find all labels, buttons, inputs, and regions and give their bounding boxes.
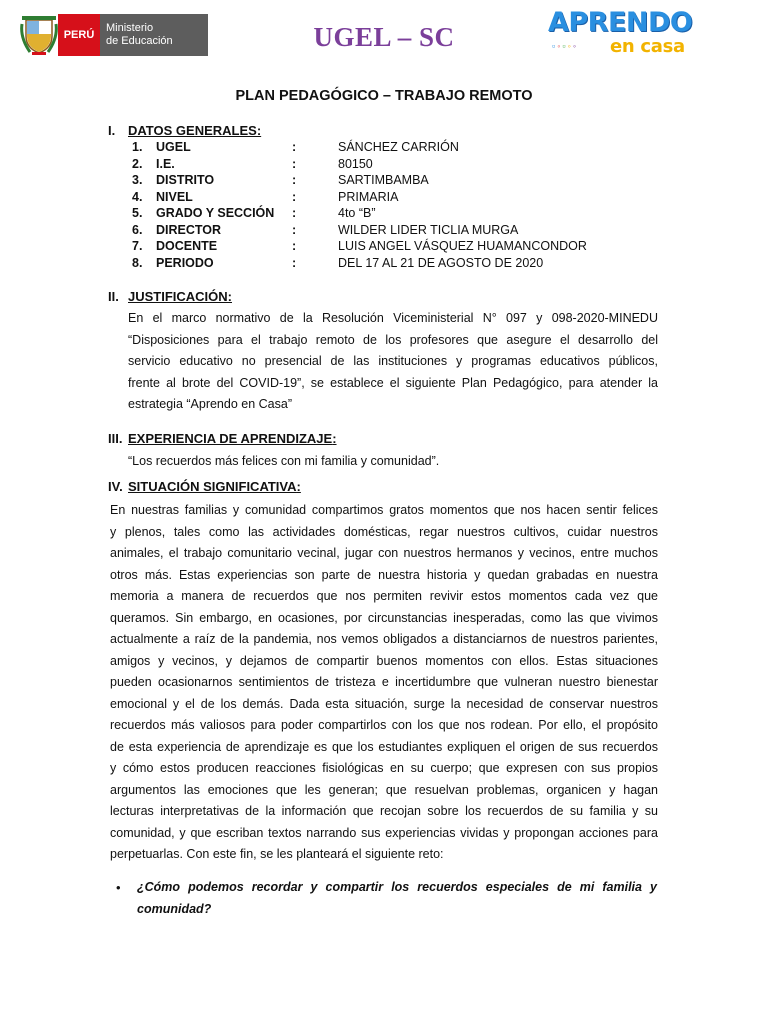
ministry-line-2: de Educación bbox=[106, 35, 173, 47]
row-colon: : bbox=[292, 255, 297, 270]
experience-title: “Los recuerdos más felices con mi familia y comunidad”. bbox=[128, 454, 440, 468]
row-colon: : bbox=[292, 140, 297, 154]
paragraph-line: En el marco normativo de la Resolución Viceministerial N° 097 y 098-2020-MINEDU bbox=[128, 311, 658, 325]
paragraph-line: “Disposiciones para el trabajo remoto de los profesores que asegure el desarrollo del bbox=[128, 332, 658, 347]
row-colon: : bbox=[292, 189, 297, 204]
paragraph-line: emocional y el de los demás. Dada esta situación, surge la necesidad de conservar nuestros bbox=[110, 696, 658, 711]
section-number: II. bbox=[108, 289, 119, 304]
paragraph-line: estrategia “Aprendo en Casa” bbox=[128, 397, 292, 411]
section-title bbox=[128, 431, 337, 446]
paragraph-line: queramos. Sin embargo, en ocasiones, por circunstancias inesperadas, como las que vivimos bbox=[110, 610, 658, 625]
row-value: SARTIMBAMBA bbox=[338, 173, 429, 187]
challenge-line: comunidad? bbox=[137, 902, 212, 916]
row-key: PERIODO bbox=[156, 255, 214, 270]
paragraph-line: perpetuarlas. Con este fin, se les planteará el siguiente reto: bbox=[110, 847, 444, 861]
aprendo-word: APRENDO bbox=[548, 7, 693, 38]
row-key: NIVEL bbox=[156, 189, 193, 204]
row-key: I.E. bbox=[156, 156, 175, 171]
paragraph-line: actualmente a raíz de la pandemia, nos vemos obligados a distanciarnos de nuestros parientes, bbox=[110, 632, 658, 646]
paragraph-line: frente al brote del COVID-19”, se establece el siguiente Plan Pedagógico, para atender la bbox=[128, 375, 658, 390]
row-value: SÁNCHEZ CARRIÓN bbox=[338, 140, 459, 154]
row-colon: : bbox=[292, 239, 297, 253]
section-number: I. bbox=[108, 123, 116, 138]
row-number: 2. bbox=[132, 156, 143, 171]
data-row bbox=[132, 223, 652, 239]
paragraph-line: otros más. Estas experiencias son parte de nuestra historia y quedan grabadas en nuestra bbox=[110, 567, 658, 582]
justification-paragraph bbox=[128, 308, 658, 416]
en-casa-word: en casa bbox=[610, 36, 685, 57]
section-3-heading bbox=[108, 431, 508, 449]
data-row bbox=[132, 173, 652, 189]
paragraph-line: memoria a manera de recuerdos que nos permiten revivir estos momentos cada vez que bbox=[110, 589, 658, 603]
paragraph-line: pueden ocasionarnos sentimientos de tristeza e incertidumbre que vulneran nuestro bienestar bbox=[110, 675, 658, 689]
paragraph-line: amigos y vecinos, y dejamos de compartir buenos momentos con ellos. Estas situaciones bbox=[110, 653, 658, 668]
paragraph-line: lecturas interpretativas de la información que recojan sobre los recuerdos de su familia y su bbox=[110, 804, 658, 818]
significant-situation-paragraph bbox=[110, 500, 658, 866]
section-colon: : bbox=[332, 431, 337, 446]
row-value: 80150 bbox=[338, 156, 373, 171]
row-colon: : bbox=[292, 156, 297, 171]
row-value: DEL 17 AL 21 DE AGOSTO DE 2020 bbox=[338, 255, 544, 270]
row-colon: : bbox=[292, 206, 297, 220]
paragraph-line: animales, el trabajo comunitario vecinal, jugar con nuestros hermanos y vecinos, entre muchos bbox=[110, 546, 658, 560]
challenge-line: ¿Cómo podemos recordar y compartir los recuerdos especiales de mi familia y bbox=[137, 880, 657, 894]
paragraph-line: de esta experiencia de aprendizaje es que los estudiantes expliquen el origen de sus recuerdos bbox=[110, 739, 658, 754]
aprendo-en-casa-logo bbox=[548, 8, 704, 62]
section-colon: : bbox=[296, 479, 301, 494]
peru-label: PERÚ bbox=[58, 14, 100, 56]
row-key: UGEL bbox=[156, 140, 191, 154]
section-title: JUSTIFICACIÓN: bbox=[128, 289, 232, 304]
document-title: PLAN PEDAGÓGICO – TRABAJO REMOTO bbox=[235, 88, 533, 104]
row-number: 7. bbox=[132, 239, 143, 253]
paragraph-line: y cómo estos producen reacciones fisiológicas en su cuerpo; que expresen con sus propios bbox=[110, 761, 658, 775]
challenge-question bbox=[137, 876, 657, 920]
section-1-heading bbox=[108, 123, 408, 141]
row-key: DOCENTE bbox=[156, 239, 218, 253]
section-title bbox=[128, 479, 301, 494]
paragraph-line: comunidad, y que escriban textos narrando sus experiencias vividas y propongan acciones para bbox=[110, 825, 658, 840]
section-2-heading bbox=[108, 289, 408, 307]
data-row bbox=[132, 256, 652, 272]
data-row bbox=[132, 140, 652, 156]
section-number: IV. bbox=[108, 479, 123, 494]
data-row bbox=[132, 239, 652, 255]
row-number: 1. bbox=[132, 140, 143, 154]
paragraph-line: y plenos, tales como las actividades domésticas, regar nuestros cultivos, cuidar nuestros bbox=[110, 524, 658, 539]
row-key: DISTRITO bbox=[156, 173, 215, 187]
row-number: 5. bbox=[132, 206, 143, 220]
ugel-title: UGEL – SC bbox=[313, 22, 455, 52]
data-row bbox=[132, 190, 652, 206]
row-number: 8. bbox=[132, 255, 143, 270]
row-key: DIRECTOR bbox=[156, 222, 222, 237]
row-number: 4. bbox=[132, 189, 143, 204]
section-number: III. bbox=[108, 431, 123, 446]
bullet-icon: • bbox=[116, 880, 121, 895]
ministry-line-1: Ministerio bbox=[106, 22, 154, 34]
row-value: LUIS ANGEL VÁSQUEZ HUAMANCONDOR bbox=[338, 239, 587, 253]
row-value: PRIMARIA bbox=[338, 189, 399, 204]
row-colon: : bbox=[292, 173, 297, 187]
row-colon: : bbox=[292, 222, 297, 237]
paragraph-line: argumentos las emociones que les generan; que resuelvan problemas, organicen y hagan bbox=[110, 782, 658, 797]
row-number: 3. bbox=[132, 173, 143, 187]
section-title-text: SITUACIÓN SIGNIFICATIVA bbox=[128, 479, 297, 494]
section-title-text: EXPERIENCIA DE APRENDIZAJE bbox=[128, 431, 333, 446]
row-value: WILDER LIDER TICLIA MURGA bbox=[338, 222, 519, 237]
section-title: DATOS GENERALES: bbox=[128, 123, 262, 138]
paragraph-line: servicio educativo no presencial de las instituciones y programas educativos públicos, bbox=[128, 354, 658, 368]
data-row bbox=[132, 157, 652, 173]
row-value: 4to “B” bbox=[338, 206, 376, 220]
row-key: GRADO Y SECCIÓN bbox=[156, 206, 275, 220]
aprendo-dots-icon: ▫◦▫◦◦ bbox=[552, 41, 579, 51]
row-number: 6. bbox=[132, 222, 143, 237]
data-row bbox=[132, 206, 652, 222]
paragraph-line: recuerdos más valiosos para poder compartirlos con los que nos rodean. Por ello, el propósito bbox=[110, 718, 658, 732]
section-4-heading bbox=[108, 479, 508, 497]
paragraph-line: En nuestras familias y comunidad compartimos gratos momentos que nos hacen sentir felices bbox=[110, 503, 658, 517]
